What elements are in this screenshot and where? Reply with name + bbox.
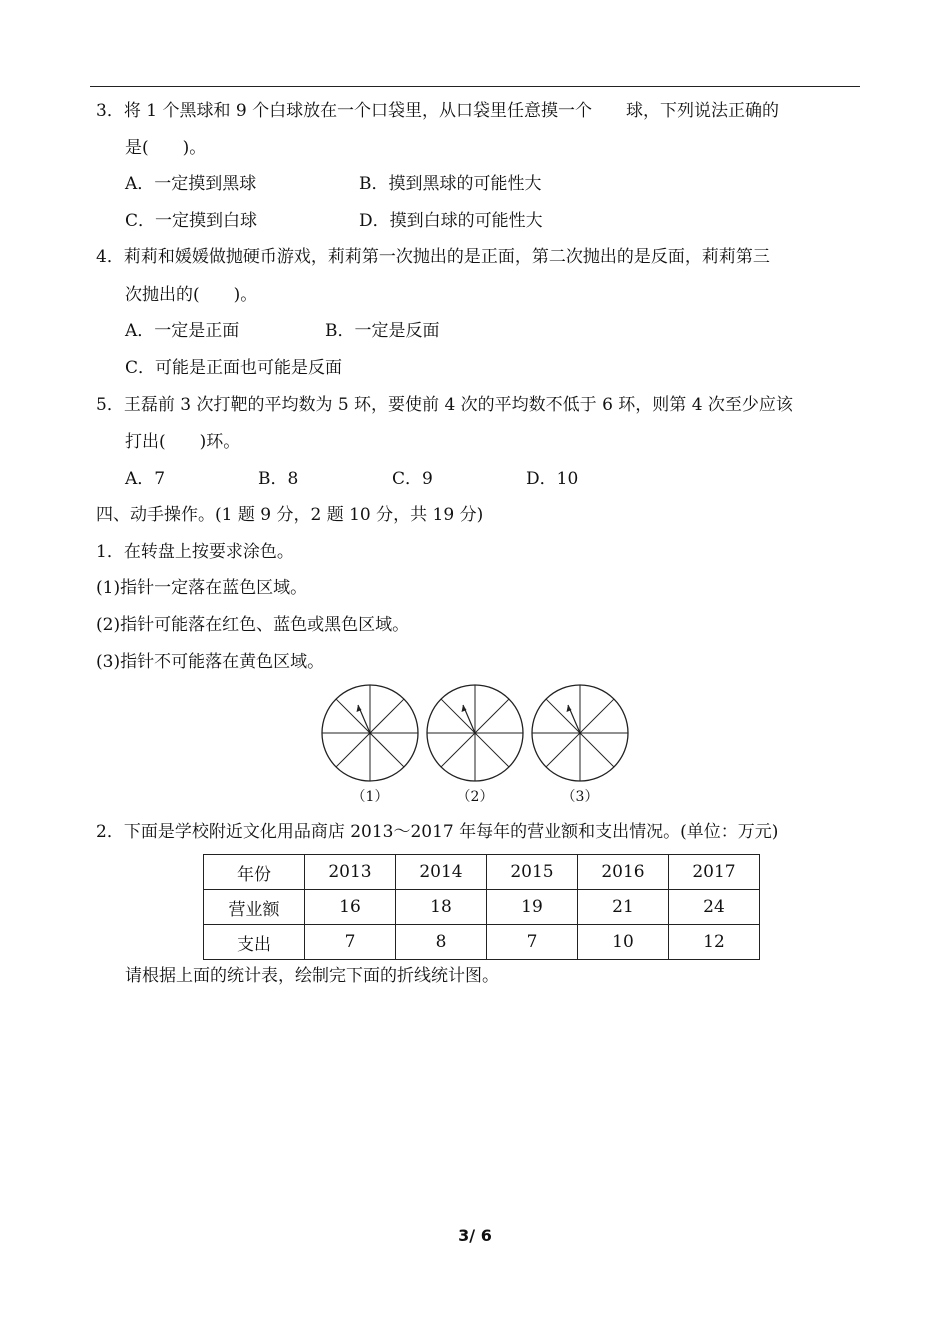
table-cell: 19 [487, 890, 578, 925]
section4-heading: 四、动手操作。(1 题 9 分，2 题 10 分，共 19 分) [96, 505, 484, 525]
spinner-caption-1: （1） [351, 789, 389, 805]
q3-option-b: B．摸到黑球的可能性大 [359, 174, 542, 194]
table-cell: 18 [396, 890, 487, 925]
s4-p1-title: 1．在转盘上按要求涂色。 [96, 542, 294, 562]
table-cell: 10 [578, 925, 669, 960]
q5-option-b: B．8 [258, 469, 299, 489]
table-cell: 2017 [669, 855, 760, 890]
table-cell: 7 [305, 925, 396, 960]
q3-option-c: C．一定摸到白球 [125, 211, 258, 231]
s4-p2-instruction: 请根据上面的统计表，绘制完下面的折线统计图。 [125, 966, 499, 986]
table-cell: 21 [578, 890, 669, 925]
q3-text-line1: 3．将 1 个黑球和 9 个白球放在一个口袋里，从口袋里任意摸一个 球，下列说法正确的 [96, 101, 780, 121]
q5-text-line2: 打出( )环。 [125, 432, 241, 452]
table-row [204, 890, 760, 925]
table-cell: 24 [669, 890, 760, 925]
header-rule [90, 86, 860, 87]
q3-option-d: D．摸到白球的可能性大 [359, 211, 543, 231]
stats-table [203, 854, 760, 960]
table-cell: 2016 [578, 855, 669, 890]
spinner-3[interactable] [532, 685, 628, 781]
table-cell: 2014 [396, 855, 487, 890]
spinner-caption-3: （3） [561, 789, 599, 805]
q4-option-a: A．一定是正面 [125, 321, 240, 341]
table-cell: 2013 [305, 855, 396, 890]
table-cell: 12 [669, 925, 760, 960]
table-header-row [204, 855, 760, 890]
s4-p1-item-1: (1)指针一定落在蓝色区域。 [96, 578, 308, 598]
q4-option-c: C．可能是正面也可能是反面 [125, 358, 343, 378]
q5-option-d: D．10 [526, 469, 579, 489]
table-cell: 年份 [204, 855, 305, 890]
q3-text-line2: 是( )。 [125, 138, 207, 158]
table-cell: 2015 [487, 855, 578, 890]
spinner-caption-2: （2） [456, 789, 494, 805]
s4-p1-item-2: (2)指针可能落在红色、蓝色或黑色区域。 [96, 615, 410, 635]
q5-text-line1: 5．王磊前 3 次打靶的平均数为 5 环，要使前 4 次的平均数不低于 6 环，则第 4 次至少应该 [96, 395, 793, 415]
s4-p2-title: 2．下面是学校附近文化用品商店 2013～2017 年每年的营业额和支出情况。(单位：万元) [96, 822, 779, 842]
spinner-2[interactable] [427, 685, 523, 781]
q4-text-line2: 次抛出的( )。 [125, 285, 258, 305]
q5-option-a: A．7 [125, 469, 166, 489]
spinner-1[interactable] [322, 685, 418, 781]
table-row [204, 925, 760, 960]
q5-option-c: C．9 [392, 469, 433, 489]
table-cell: 营业额 [204, 890, 305, 925]
page-number: 3/ 6 [458, 1226, 492, 1245]
table-cell: 8 [396, 925, 487, 960]
q3-option-a: A．一定摸到黑球 [125, 174, 257, 194]
s4-p1-item-3: (3)指针不可能落在黄色区域。 [96, 652, 325, 672]
table-cell: 支出 [204, 925, 305, 960]
table-cell: 16 [305, 890, 396, 925]
q4-text-line1: 4．莉莉和媛媛做抛硬币游戏，莉莉第一次抛出的是正面，第二次抛出的是反面，莉莉第三 [96, 247, 770, 267]
q4-option-b: B．一定是反面 [325, 321, 440, 341]
table-cell: 7 [487, 925, 578, 960]
